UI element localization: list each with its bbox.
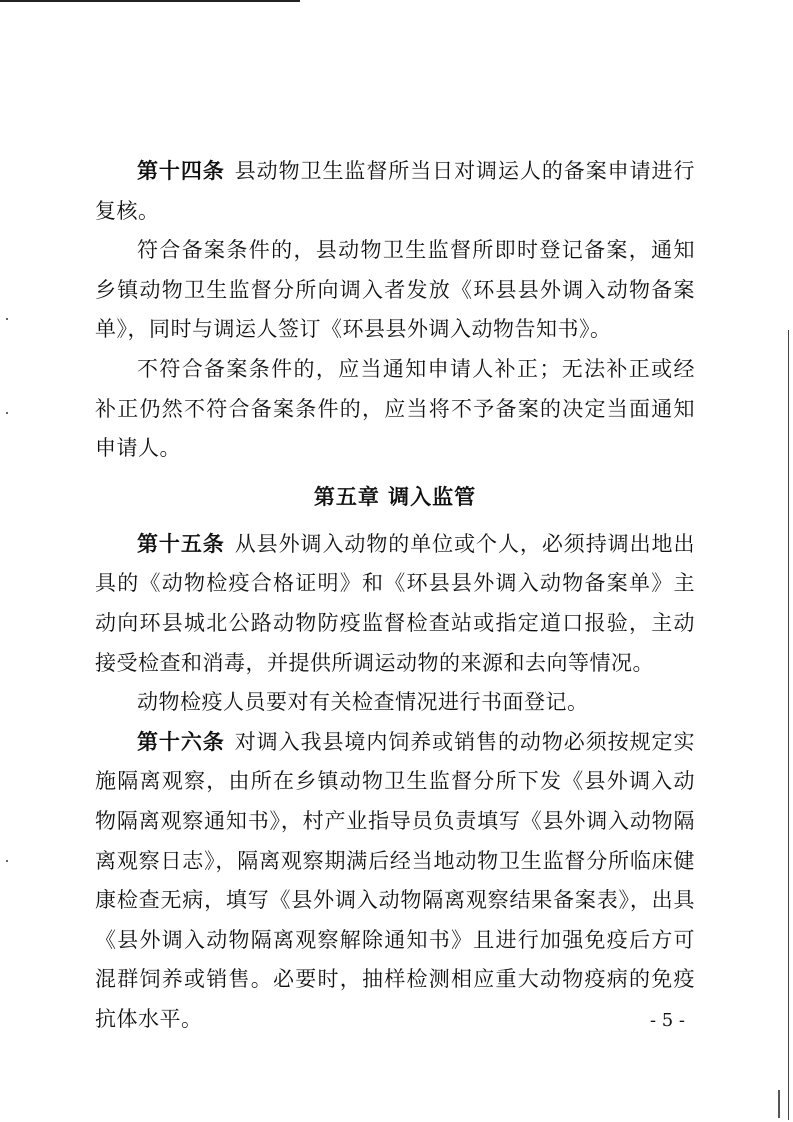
paragraph: 符合备案条件的，县动物卫生监督所即时登记备案，通知乡镇动物卫生监督分所向调入者发放《环县县外调入动物备案单》，同时与调运人签订《环县县外调入动物告知书》。 [95, 238, 695, 342]
article-number: 第十五条 [137, 531, 225, 556]
paragraph: 不符合备案条件的，应当通知申请人补正；无法补正或经补正仍然不符合备案条件的，应当将不予备案的决定当面通知申请人。 [95, 356, 695, 461]
chapter-heading: 第五章 调入监管 [313, 484, 477, 509]
scan-speck [6, 318, 8, 320]
scan-edge-line-lower [778, 1090, 780, 1118]
article-number: 第十六条 [137, 729, 225, 754]
article-number: 第十四条 [137, 159, 225, 183]
scan-edge-line [788, 330, 789, 1120]
scan-speck [6, 860, 8, 862]
article-14 [95, 152, 695, 231]
article-15 [95, 525, 695, 683]
page-number: - 5 - [649, 1010, 685, 1031]
article-text: 从县外调入动物的单位或个人，必须持调出地出具的《动物检疫合格证明》和《环县县外调入动物备案单》主动向环县城北公路动物防疫监督检查站或指定道口报验，主动接受检查和消毒，并提供所调运动物的来源和去向等情况。 [95, 531, 695, 675]
article-16 [95, 723, 695, 1040]
article-text: 对调入我县境内饲养或销售的动物必须按规定实施隔离观察，由所在乡镇动物卫生监督分所下发《县外调入动物隔离观察通知书》，村产业指导员负责填写《县外调入动物隔离观察日志》，隔离观察期满后经当地动物卫生监督分所临床健康检查无病，填写《县外调入动物隔离观察结果备案表》，出具《县外调入动物隔离观察解除通知书》且进行加强免疫后方可混群饲养或销售。必要时，抽样检测相应重大动物疫病的免疫抗体水平。 [95, 729, 695, 1031]
top-rule [0, 0, 300, 2]
document-body [95, 152, 695, 1039]
article-text: 县动物卫生监督所当日对调运人的备案申请进行复核。 [95, 159, 695, 223]
paragraph: 动物检疫人员要对有关检查情况进行书面登记。 [137, 690, 589, 715]
scan-speck [6, 412, 8, 414]
